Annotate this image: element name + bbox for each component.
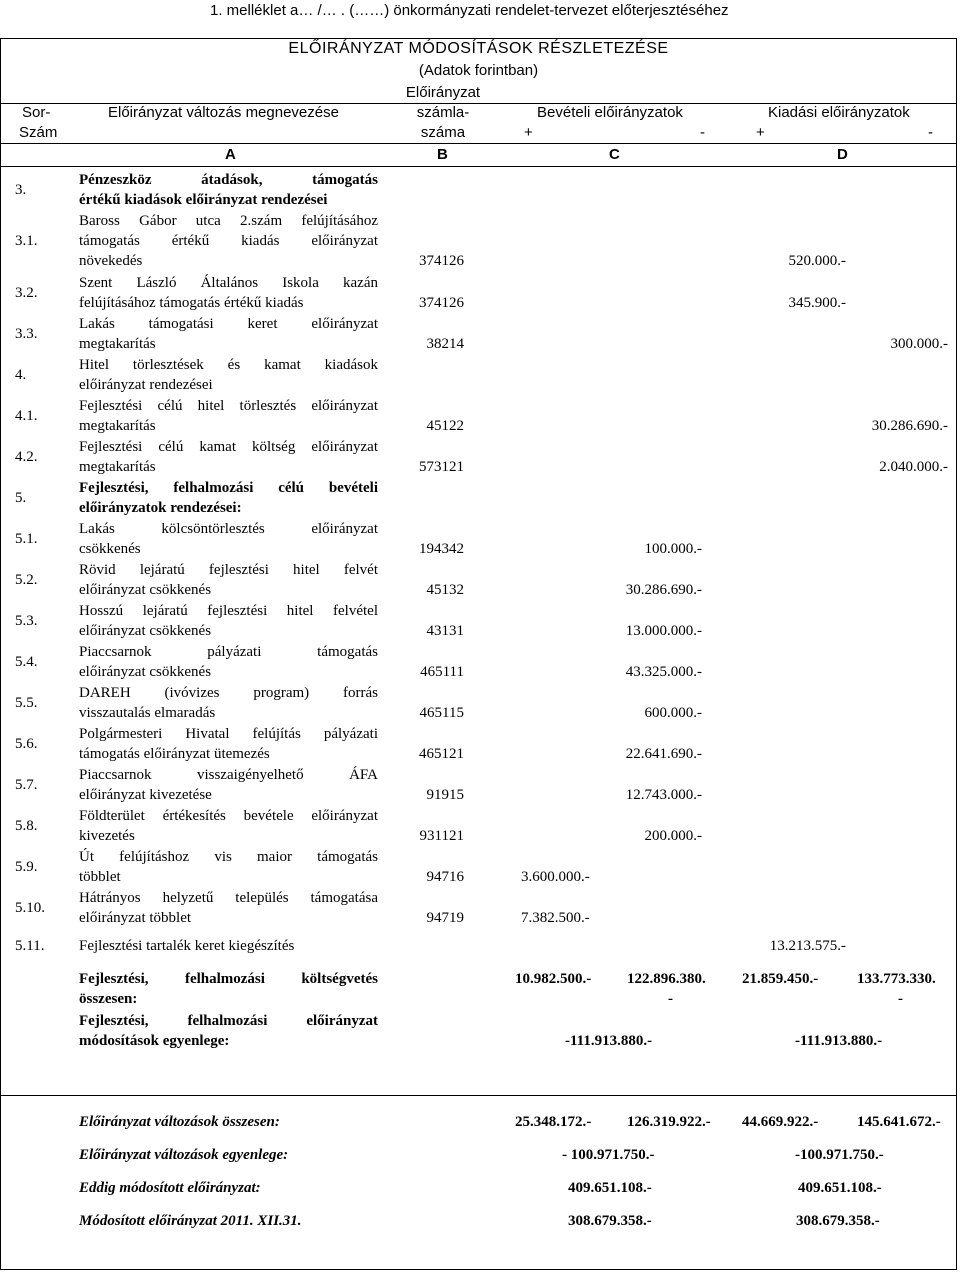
rev-plus-sign: + xyxy=(524,124,533,141)
total-exp-plus: 21.859.450.- xyxy=(742,971,819,987)
document-header: 1. melléklet a… /… . (……) önkormányzati rendelet-tervezet előterjesztéséhez xyxy=(210,2,729,19)
summary-final-rev: 308.679.358.- xyxy=(568,1213,652,1229)
row-number: 5.2. xyxy=(15,572,38,588)
row-desc-line: előirányzat kivezetése xyxy=(79,787,212,803)
summary-final-exp: 308.679.358.- xyxy=(796,1213,880,1229)
row-account: 91915 xyxy=(426,787,464,803)
row-account: 94716 xyxy=(426,869,464,885)
row-rev-minus: 12.743.000.- xyxy=(625,787,702,803)
row-desc-line: Szent László Általános Iskola kazán xyxy=(79,275,378,291)
row-desc-line: megtakarítás xyxy=(79,336,156,352)
col-acc-1: Előirányzat xyxy=(405,84,481,101)
col-acc-3: száma xyxy=(420,124,466,141)
row-number: 4.1. xyxy=(15,408,38,424)
row-desc-line: Hitel törlesztések és kamat kiadások xyxy=(79,357,378,373)
row-desc-line: Pénzeszköz átadások, támogatás xyxy=(79,172,378,188)
balance-exp: -111.913.880.- xyxy=(795,1033,883,1049)
row-account: 43131 xyxy=(426,623,464,639)
row-desc-line: előirányzat csökkenés xyxy=(79,623,212,639)
row-rev-minus: 600.000.- xyxy=(644,705,702,721)
row-desc-line: megtakarítás xyxy=(79,459,156,475)
balance-rev: -111.913.880.- xyxy=(565,1033,653,1049)
col-name: Előirányzat változás megnevezése xyxy=(108,104,339,121)
row-rev-minus: 200.000.- xyxy=(644,828,702,844)
row-exp-minus: 2.040.000.- xyxy=(879,459,948,475)
balance-label-2: módosítások egyenlege: xyxy=(79,1033,230,1049)
col-acc-2: számla- xyxy=(416,104,470,121)
total-cost-label-1: Fejlesztési, felhalmozási költségvetés xyxy=(79,971,378,987)
row-desc-line: DAREH (ivóvizes program) forrás xyxy=(79,685,378,701)
row-rev-plus: 7.382.500.- xyxy=(521,910,590,926)
col-sor-2: Szám xyxy=(19,124,58,141)
row-number: 4. xyxy=(15,367,27,383)
row-desc-line: Út felújításhoz vis maior támogatás xyxy=(79,849,378,865)
rev-minus-sign: - xyxy=(700,124,705,141)
row-desc-line: Polgármesteri Hivatal felújítás pályázati xyxy=(79,726,378,742)
summary-modified-rev: 409.651.108.- xyxy=(568,1180,652,1196)
total-rev-minus-dash: - xyxy=(668,991,673,1007)
total-exp-minus-dash: - xyxy=(898,991,903,1007)
summary-rule xyxy=(0,1095,957,1096)
header-rule xyxy=(0,143,957,144)
row-desc-line: Földterület értékesítés bevétele előirányzat xyxy=(79,808,378,824)
col-expenditure: Kiadási előirányzatok xyxy=(768,104,910,121)
summary-balance-exp: -100.971.750.- xyxy=(795,1147,884,1163)
col-letter-b: B xyxy=(437,146,448,163)
row-desc-line: Baross Gábor utca 2.szám felújításához xyxy=(79,213,378,229)
table-subtitle: (Adatok forintban) xyxy=(418,62,539,79)
row-account: 45122 xyxy=(426,418,464,434)
row-desc-line: Piaccsarnok pályázati támogatás xyxy=(79,644,378,660)
row-number: 5. xyxy=(15,490,27,506)
row-number: 3.1. xyxy=(15,233,38,249)
summary-final-label: Módosított előirányzat 2011. XII.31. xyxy=(79,1213,302,1229)
row-exp-plus: 520.000.- xyxy=(788,253,846,269)
row-number: 3. xyxy=(15,182,27,198)
balance-label-1: Fejlesztési, felhalmozási előirányzat xyxy=(79,1013,378,1029)
col-letter-c: C xyxy=(609,146,620,163)
row-account: 465115 xyxy=(419,705,464,721)
col-letter-d: D xyxy=(837,146,848,163)
row-number: 5.8. xyxy=(15,818,38,834)
row-number: 5.11. xyxy=(15,938,45,954)
row-desc-line: Fejlesztési, felhalmozási célú bevételi xyxy=(79,480,378,496)
row-rev-minus: 13.000.000.- xyxy=(625,623,702,639)
row-desc-line: támogatás értékű kiadás előirányzat xyxy=(79,233,378,249)
row-number: 3.3. xyxy=(15,326,38,342)
row-desc-line: előirányzat rendezései xyxy=(79,377,213,393)
row-desc-line: támogatás előirányzat ütemezés xyxy=(79,746,270,762)
row-number: 5.7. xyxy=(15,777,38,793)
row-number: 5.10. xyxy=(15,900,45,916)
row-desc-line: Fejlesztési célú kamat költség előirányzat xyxy=(79,439,378,455)
row-desc-line: felújításához támogatás értékű kiadás xyxy=(79,295,304,311)
row-desc-line: Fejlesztési tartalék keret kiegészítés xyxy=(79,938,295,954)
row-desc-line: megtakarítás xyxy=(79,418,156,434)
summary-balance-rev: - 100.971.750.- xyxy=(562,1147,655,1163)
summary-balance-label: Előirányzat változások egyenlege: xyxy=(79,1147,289,1163)
row-account: 465111 xyxy=(420,664,464,680)
row-number: 5.4. xyxy=(15,654,38,670)
row-rev-minus: 22.641.690.- xyxy=(625,746,702,762)
row-desc-line: kivezetés xyxy=(79,828,135,844)
row-rev-minus: 100.000.- xyxy=(644,541,702,557)
exp-plus-sign: + xyxy=(756,124,765,141)
row-desc-line: előirányzat csökkenés xyxy=(79,582,212,598)
row-desc-line: előirányzat csökkenés xyxy=(79,664,212,680)
summary-total-rev-minus: 126.319.922.- xyxy=(627,1114,711,1130)
row-exp-minus: 30.286.690.- xyxy=(871,418,948,434)
row-desc-line: Fejlesztési célú hitel törlesztés előirányzat xyxy=(79,398,378,414)
row-number: 5.1. xyxy=(15,531,38,547)
row-desc-line: előirányzatok rendezései: xyxy=(79,500,242,516)
row-account: 374126 xyxy=(419,295,464,311)
col-letter-a: A xyxy=(225,146,236,163)
row-exp-plus: 13.213.575.- xyxy=(769,938,846,954)
summary-total-rev-plus: 25.348.172.- xyxy=(515,1114,592,1130)
row-rev-plus: 3.600.000.- xyxy=(521,869,590,885)
row-account: 465121 xyxy=(419,746,464,762)
row-number: 5.3. xyxy=(15,613,38,629)
summary-total-label: Előirányzat változások összesen: xyxy=(79,1114,280,1130)
row-account: 931121 xyxy=(419,828,464,844)
summary-total-exp-minus: 145.641.672.- xyxy=(857,1114,941,1130)
row-account: 45132 xyxy=(426,582,464,598)
summary-total-exp-plus: 44.669.922.- xyxy=(742,1114,819,1130)
total-exp-minus: 133.773.330. xyxy=(857,971,936,987)
summary-modified-label: Eddig módosított előirányzat: xyxy=(79,1180,261,1196)
row-number: 3.2. xyxy=(15,285,38,301)
total-rev-plus: 10.982.500.- xyxy=(515,971,592,987)
row-account: 573121 xyxy=(419,459,464,475)
total-cost-label-2: összesen: xyxy=(79,991,138,1007)
total-rev-minus: 122.896.380. xyxy=(627,971,706,987)
row-desc-line: Piaccsarnok visszaigényelhető ÁFA xyxy=(79,767,378,783)
row-exp-plus: 345.900.- xyxy=(788,295,846,311)
row-number: 5.6. xyxy=(15,736,38,752)
row-desc-line: Lakás kölcsöntörlesztés előirányzat xyxy=(79,521,378,537)
row-number: 5.9. xyxy=(15,859,38,875)
row-desc-line: Lakás támogatási keret előirányzat xyxy=(79,316,378,332)
exp-minus-sign: - xyxy=(928,124,933,141)
row-desc-line: növekedés xyxy=(79,253,143,269)
row-desc-line: Rövid lejáratú fejlesztési hitel felvét xyxy=(79,562,378,578)
row-number: 5.5. xyxy=(15,695,38,711)
row-desc-line: többlet xyxy=(79,869,121,885)
col-sor-1: Sor- xyxy=(22,104,51,121)
row-account: 94719 xyxy=(426,910,464,926)
row-desc-line: csökkenés xyxy=(79,541,141,557)
summary-modified-exp: 409.651.108.- xyxy=(798,1180,882,1196)
header-rule xyxy=(0,166,957,167)
row-rev-minus: 30.286.690.- xyxy=(625,582,702,598)
row-desc-line: értékű kiadások előirányzat rendezései xyxy=(79,192,328,208)
row-desc-line: visszautalás elmaradás xyxy=(79,705,216,721)
row-account: 374126 xyxy=(419,253,464,269)
row-account: 38214 xyxy=(426,336,464,352)
row-exp-minus: 300.000.- xyxy=(890,336,948,352)
table-title: ELŐIRÁNYZAT MÓDOSÍTÁSOK RÉSZLETEZÉSE xyxy=(288,40,669,57)
row-desc-line: Hosszú lejáratú fejlesztési hitel felvétel xyxy=(79,603,378,619)
row-rev-minus: 43.325.000.- xyxy=(625,664,702,680)
row-desc-line: Hátrányos helyzetű település támogatása xyxy=(79,890,378,906)
row-number: 4.2. xyxy=(15,449,38,465)
col-revenue: Bevételi előirányzatok xyxy=(537,104,683,121)
row-desc-line: előirányzat többlet xyxy=(79,910,192,926)
row-account: 194342 xyxy=(419,541,464,557)
